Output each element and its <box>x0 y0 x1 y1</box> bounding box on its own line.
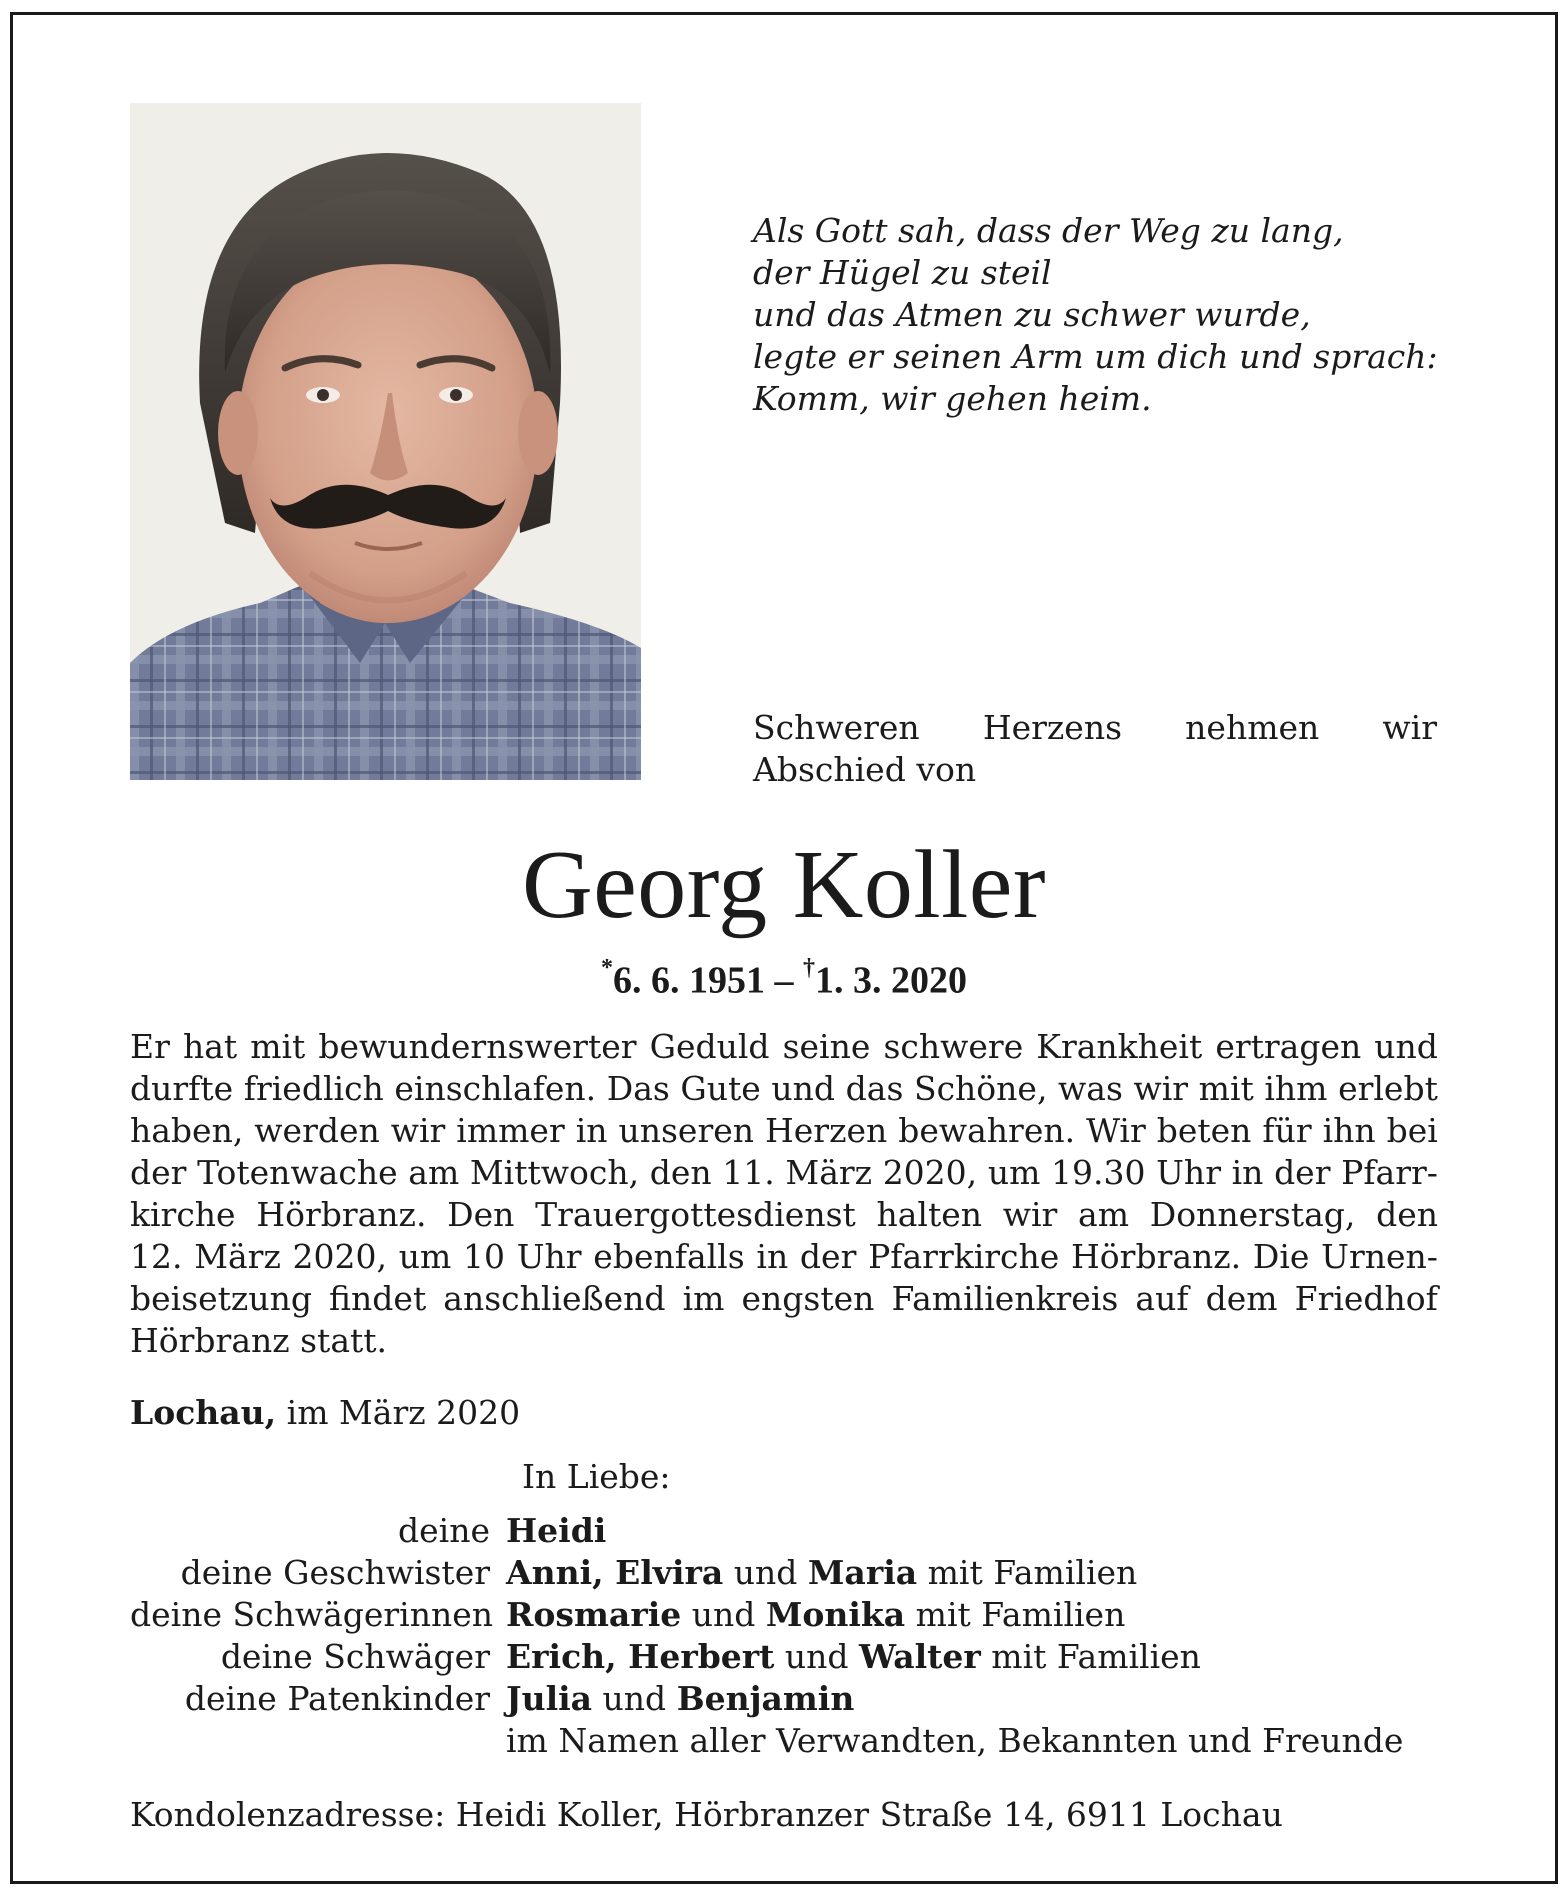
connector-text: und <box>592 1679 677 1718</box>
birth-mark: * <box>601 955 613 981</box>
connector-text: mit Familien <box>905 1595 1126 1634</box>
family-row <box>130 1636 1440 1678</box>
text-line: kirche Hörbranz. Den Trauergottesdienst halten wir am Donnerstag, den <box>130 1195 1438 1234</box>
birth-date: 6. 6. 1951 <box>613 959 765 1002</box>
text-line: durfte friedlich einschlafen. Das Gute und das Schöne, was wir mit ihm erlebt <box>130 1069 1438 1108</box>
intro-word: Schweren <box>753 708 920 747</box>
relative-names <box>506 1636 1201 1678</box>
place-date <box>130 1392 520 1434</box>
family-row <box>130 1510 1440 1552</box>
relative-names <box>506 1720 1403 1762</box>
poem-line: und das Atmen zu schwer wurde, <box>753 295 1311 334</box>
text-line: 12. März 2020, um 10 Uhr ebenfalls in der Pfarrkirche Hörbranz. Die Urnen- <box>130 1237 1438 1276</box>
connector-text: mit Familien <box>980 1637 1201 1676</box>
connector-text: mit Familien <box>917 1553 1138 1592</box>
relative-name: Heidi <box>506 1511 607 1550</box>
poem-line: Als Gott sah, dass der Weg zu lang, <box>753 211 1344 250</box>
family-list <box>130 1510 1440 1762</box>
relative-name: Monika <box>765 1595 906 1634</box>
relative-name: Walter <box>859 1637 981 1676</box>
family-row <box>130 1720 1440 1762</box>
place-town: Lochau, <box>130 1393 277 1432</box>
place-month: im März 2020 <box>276 1393 521 1432</box>
deceased-name: Georg Koller <box>522 831 1046 939</box>
connector-text: und <box>774 1637 860 1676</box>
connector-text: und <box>723 1553 808 1592</box>
text-line: haben, werden wir immer in unseren Herzen bewahren. Wir beten für ihn bei <box>130 1111 1438 1150</box>
text-line: Er hat mit bewundernswerter Geduld seine schwere Krankheit ertragen und <box>130 1027 1438 1066</box>
relative-name: Anni, Elvira <box>506 1553 724 1592</box>
relative-name: Maria <box>807 1553 918 1592</box>
relation-label: deine Geschwister <box>180 1553 490 1592</box>
intro-line-2: Abschied von <box>753 750 977 789</box>
relative-names <box>506 1594 1125 1636</box>
obituary-text <box>130 1026 1438 1362</box>
family-row <box>130 1552 1440 1594</box>
relation-label: deine Schwäger <box>220 1637 490 1676</box>
intro-word: nehmen <box>1185 708 1320 747</box>
date-dash: – <box>765 959 803 1002</box>
connector-text: im Namen aller Verwandten, Bekannten und Freunde <box>506 1721 1404 1760</box>
farewell-intro <box>753 707 1437 791</box>
relative-names <box>506 1552 1137 1594</box>
text-line: der Totenwache am Mittwoch, den 11. März 2020, um 19.30 Uhr in der Pfarr- <box>130 1153 1438 1192</box>
relative-name: Benjamin <box>676 1679 855 1718</box>
connector-text: und <box>681 1595 766 1634</box>
life-dates <box>0 950 1568 1003</box>
in-love-label: In Liebe: <box>522 1457 671 1496</box>
poem <box>753 210 1453 420</box>
relative-name: Julia <box>506 1679 593 1718</box>
death-date: 1. 3. 2020 <box>815 959 967 1002</box>
poem-line: der Hügel zu steil <box>753 253 1052 292</box>
family-row <box>130 1594 1440 1636</box>
portrait-illustration <box>130 103 641 780</box>
portrait-photo <box>130 103 641 780</box>
relative-name: Erich, Herbert <box>506 1637 775 1676</box>
relative-names <box>506 1678 854 1720</box>
intro-word: wir <box>1382 708 1437 747</box>
poem-line: legte er seinen Arm um dich und sprach: <box>753 337 1438 376</box>
relation-label <box>130 1720 506 1762</box>
condolence-address: Kondolenzadresse: Heidi Koller, Hörbranzer Straße 14, 6911 Lochau <box>130 1795 1283 1834</box>
family-row <box>130 1678 1440 1720</box>
text-line: Hörbranz statt. <box>130 1321 388 1360</box>
relation-label: deine <box>398 1511 490 1550</box>
relation-label: deine Schwägerinnen <box>130 1595 494 1634</box>
relative-name: Rosmarie <box>506 1595 682 1634</box>
relation-label: deine Patenkinder <box>184 1679 490 1718</box>
death-mark: † <box>803 955 815 981</box>
intro-word: Herzens <box>982 708 1123 747</box>
relative-names <box>506 1510 606 1552</box>
text-line: beisetzung findet anschließend im engsten Familienkreis auf dem Friedhof <box>130 1279 1438 1318</box>
poem-line: Komm, wir gehen heim. <box>753 379 1152 418</box>
